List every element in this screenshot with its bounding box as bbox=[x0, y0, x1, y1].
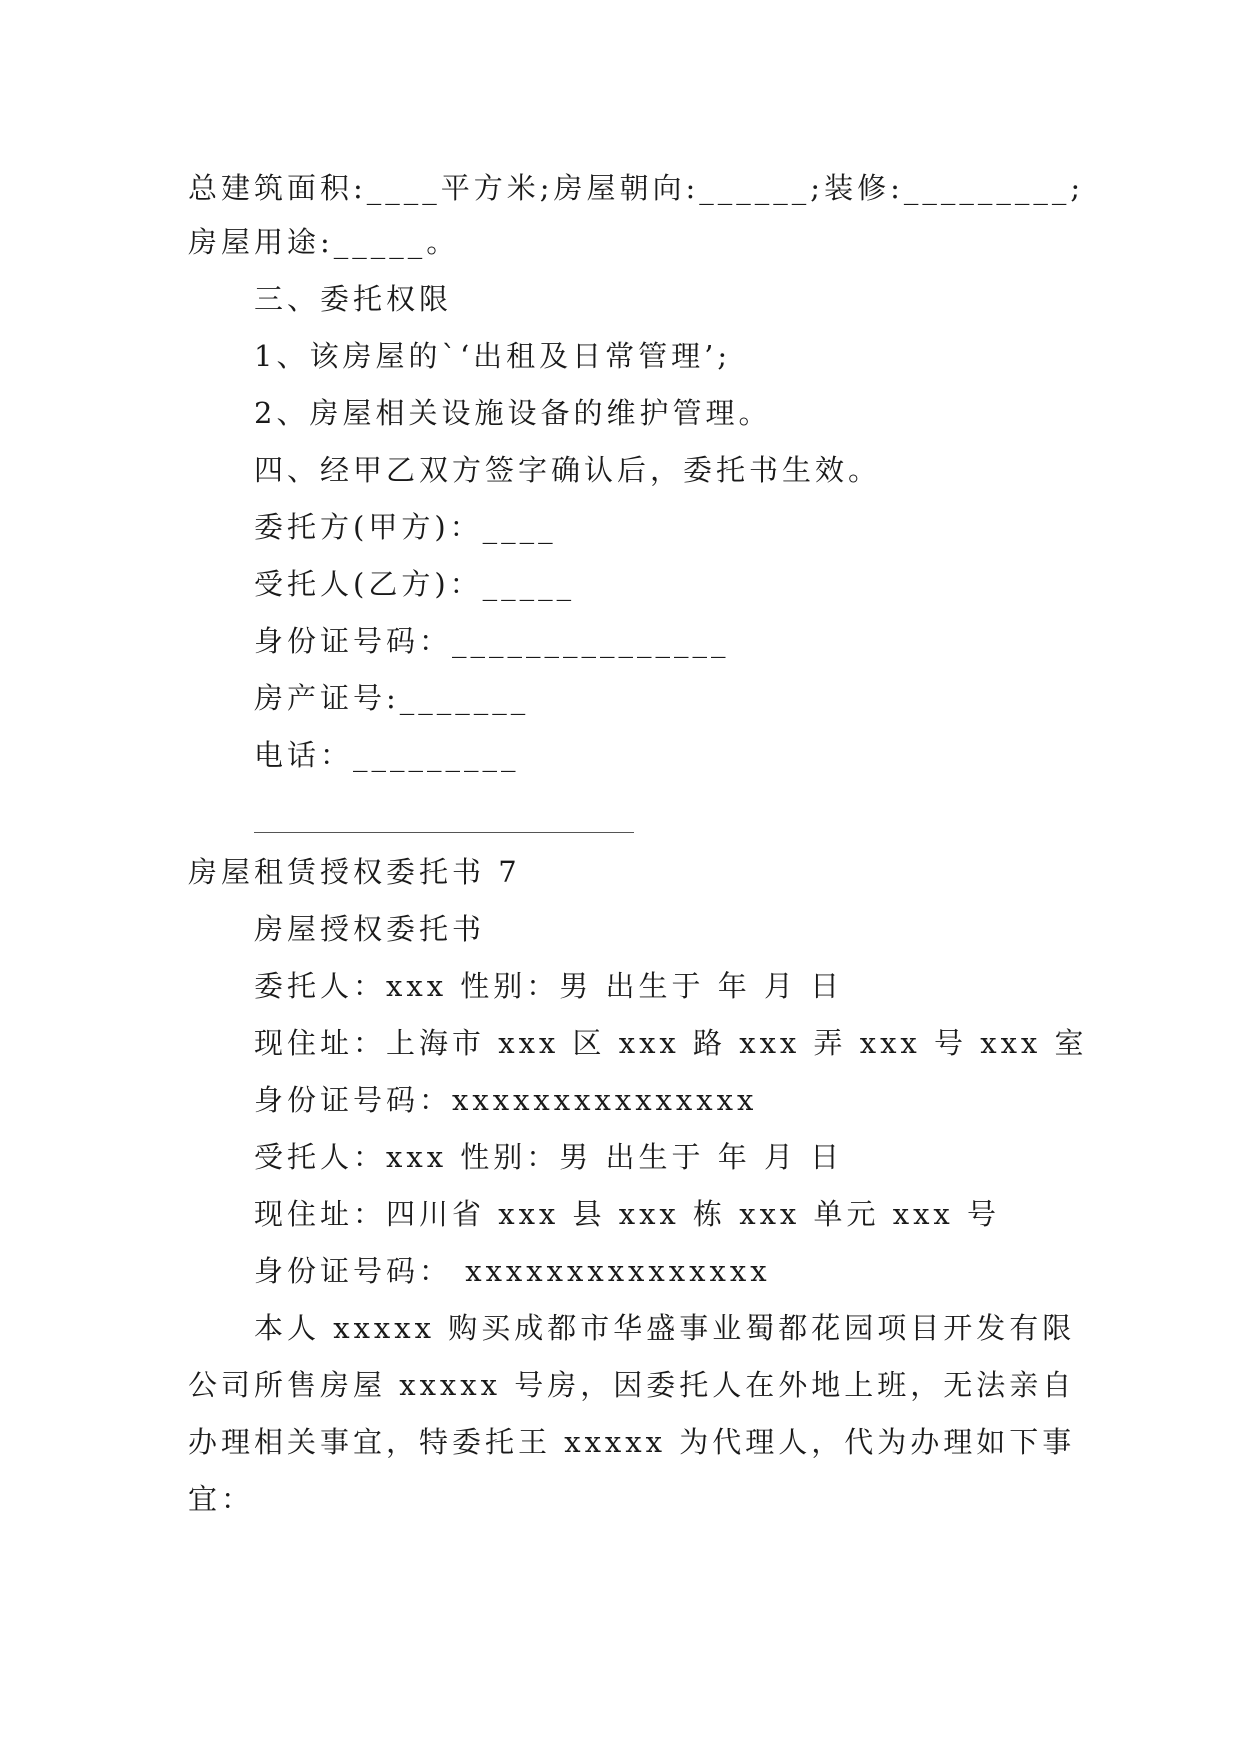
text-line-principal-party: 委托方(甲方)：____ bbox=[254, 510, 557, 544]
text-line-principal: 委托人：xxx 性别：男 出生于 年 月 日 bbox=[254, 969, 844, 1003]
document-subtitle: 房屋授权委托书 bbox=[254, 912, 486, 946]
text-line-authority-2: 2、房屋相关设施设备的维护管理。 bbox=[254, 396, 772, 430]
text-line-agent: 受托人：xxx 性别：男 出生于 年 月 日 bbox=[254, 1140, 844, 1174]
text-line-principal-id: 身份证号码：xxxxxxxxxxxxxxx bbox=[254, 1083, 758, 1117]
text-line-id-number: 身份证号码：_______________ bbox=[254, 624, 730, 658]
text-line-authority-1: 1、该房屋的`‘出租及日常管理’; bbox=[254, 339, 732, 373]
paragraph-line-3: 办理相关事宜，特委托王 xxxxx 为代理人，代为办理如下事 bbox=[188, 1425, 1076, 1459]
text-line-agent-party: 受托人(乙方)：_____ bbox=[254, 567, 576, 601]
text-line-phone: 电话：_________ bbox=[254, 738, 520, 772]
document-title: 房屋租赁授权委托书 7 bbox=[188, 855, 521, 889]
separator-rule bbox=[254, 832, 634, 833]
section-heading-authority: 三、委托权限 bbox=[254, 282, 453, 316]
paragraph-line-1: 本人 xxxxx 购买成都市华盛事业蜀都花园项目开发有限 bbox=[254, 1311, 1076, 1345]
paragraph-line-4: 宜： bbox=[188, 1482, 255, 1516]
paragraph-line-2: 公司所售房屋 xxxxx 号房，因委托人在外地上班，无法亲自 bbox=[188, 1368, 1076, 1402]
text-line-agent-id: 身份证号码： xxxxxxxxxxxxxxx bbox=[254, 1254, 771, 1288]
text-line-principal-address: 现住址：上海市 xxx 区 xxx 路 xxx 弄 xxx 号 xxx 室 bbox=[254, 1026, 1088, 1060]
text-line-agent-address: 现住址：四川省 xxx 县 xxx 栋 xxx 单元 xxx 号 bbox=[254, 1197, 1001, 1231]
text-line-area-orientation: 总建筑面积:____平方米;房屋朝向:______;装修:_________; bbox=[188, 171, 1085, 205]
text-line-usage: 房屋用途:_____。 bbox=[188, 225, 460, 259]
text-line-property-cert: 房产证号:_______ bbox=[254, 681, 530, 715]
section-heading-effect: 四、经甲乙双方签字确认后，委托书生效。 bbox=[254, 453, 882, 487]
